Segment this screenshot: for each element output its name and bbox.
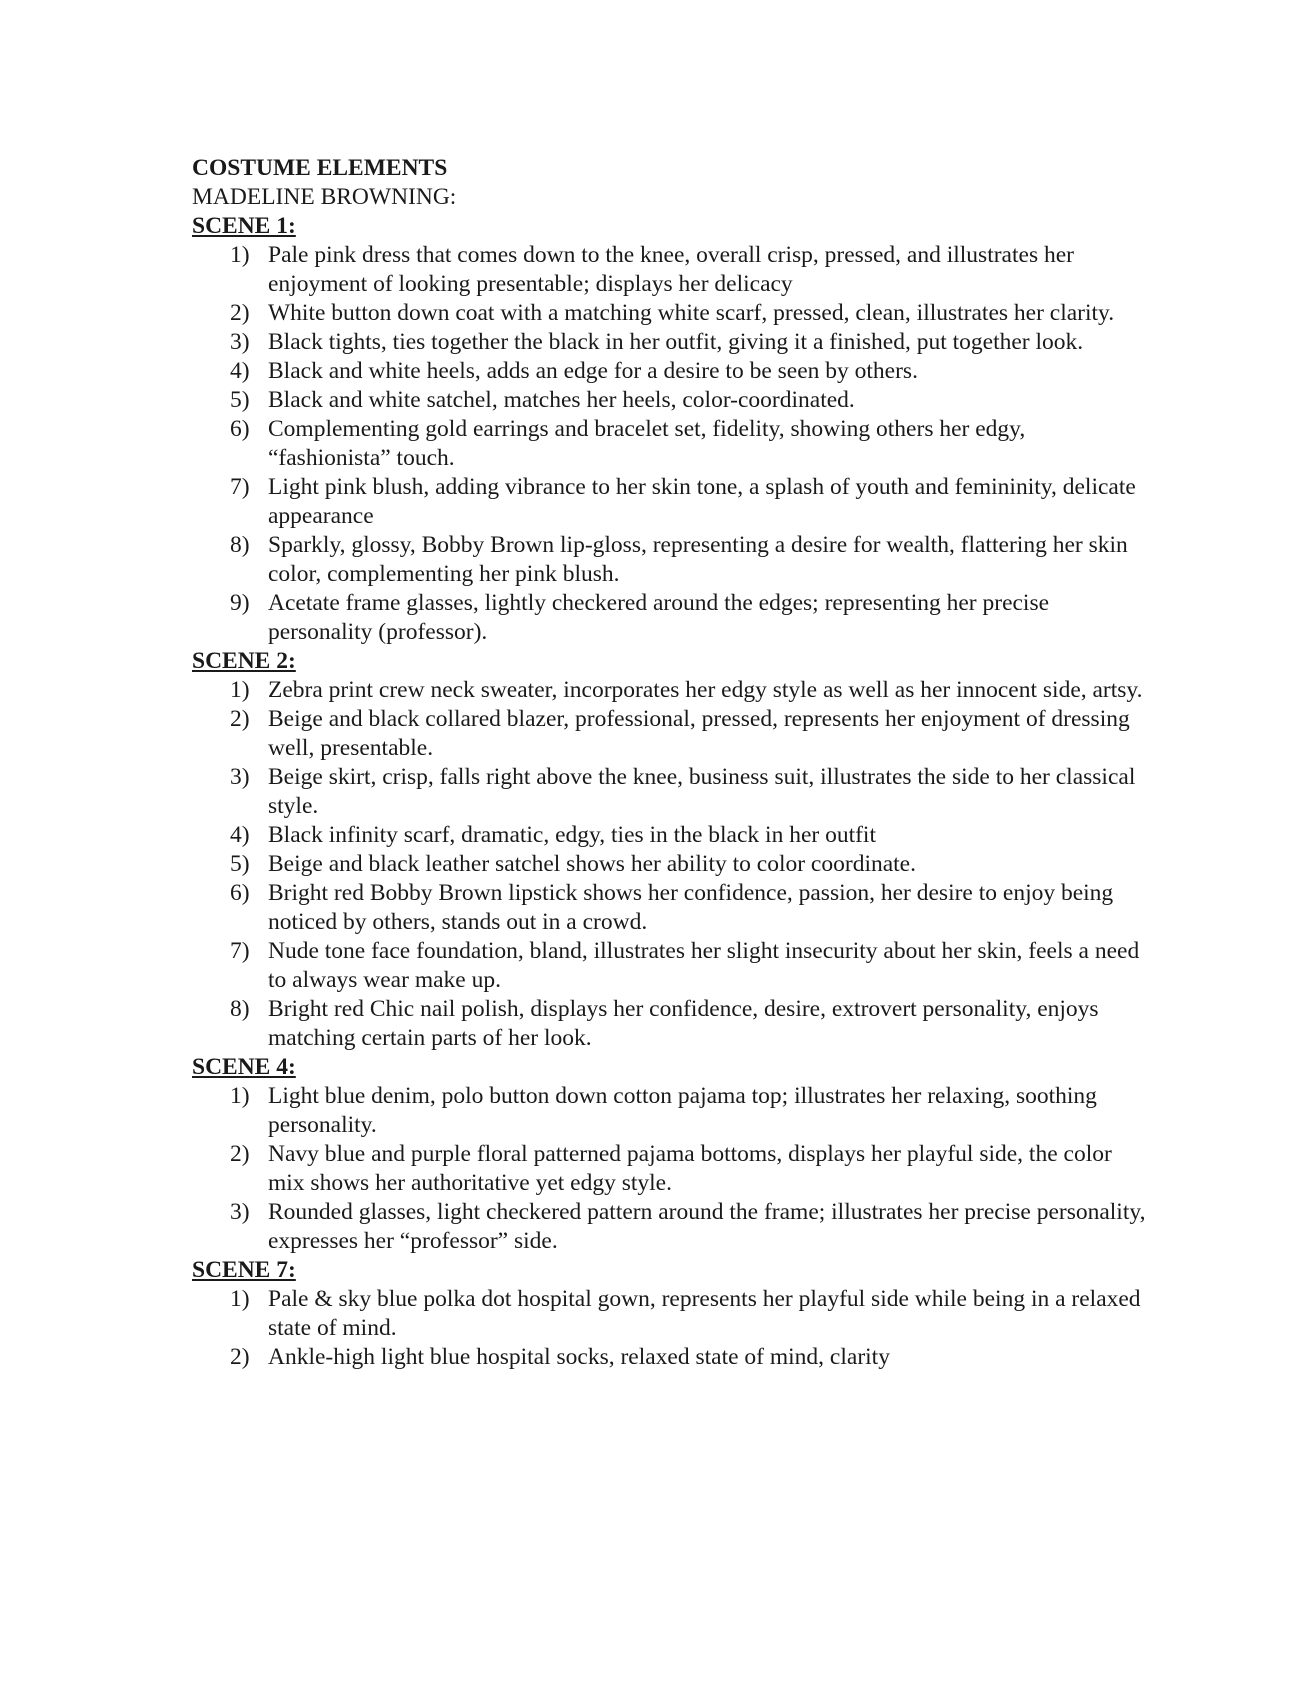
item-number: 4) — [230, 358, 250, 384]
scene-2-section — [192, 647, 1152, 1053]
item-text: Beige and black collared blazer, professional, pressed, represents her enjoyment of dressing well, presentable. — [268, 706, 1130, 761]
item-number: 7) — [230, 938, 250, 964]
scene-1-section — [192, 212, 1152, 647]
list-item — [192, 1198, 1152, 1256]
item-text: Light blue denim, polo button down cotton pajama top; illustrates her relaxing, soothing personality. — [268, 1083, 1097, 1138]
item-text: Light pink blush, adding vibrance to her skin tone, a splash of youth and femininity, delicate appearance — [268, 474, 1136, 529]
list-item — [192, 763, 1152, 821]
item-text: Pale & sky blue polka dot hospital gown, represents her playful side while being in a relaxed state of mind. — [268, 1286, 1141, 1341]
item-text: Ankle-high light blue hospital socks, relaxed state of mind, clarity — [268, 1344, 890, 1370]
item-text: Rounded glasses, light checkered pattern around the frame; illustrates her precise personality, expresses her “professor” side. — [268, 1199, 1146, 1254]
list-item — [192, 531, 1152, 589]
list-item — [192, 821, 1152, 850]
item-number: 9) — [230, 590, 250, 616]
document-page — [192, 154, 1152, 1372]
list-item — [192, 995, 1152, 1053]
item-number: 1) — [230, 677, 250, 703]
scene-heading: SCENE 2: — [192, 648, 296, 674]
document-title: COSTUME ELEMENTS — [192, 155, 448, 181]
list-item — [192, 850, 1152, 879]
list-item — [192, 879, 1152, 937]
list-item — [192, 1140, 1152, 1198]
item-number: 2) — [230, 300, 250, 326]
costume-list — [192, 1285, 1152, 1372]
item-number: 7) — [230, 474, 250, 500]
item-number: 4) — [230, 822, 250, 848]
item-text: Nude tone face foundation, bland, illustrates her slight insecurity about her skin, feels a need to always wear make up. — [268, 938, 1140, 993]
list-item — [192, 676, 1152, 705]
list-item — [192, 241, 1152, 299]
item-number: 2) — [230, 1141, 250, 1167]
item-text: Zebra print crew neck sweater, incorporates her edgy style as well as her innocent side, artsy. — [268, 677, 1143, 703]
item-number: 3) — [230, 1199, 250, 1225]
item-number: 2) — [230, 706, 250, 732]
item-text: Black and white heels, adds an edge for a desire to be seen by others. — [268, 358, 918, 384]
list-item — [192, 357, 1152, 386]
list-item — [192, 1285, 1152, 1343]
scene-heading: SCENE 4: — [192, 1054, 296, 1080]
item-text: Acetate frame glasses, lightly checkered around the edges; representing her precise personality (professor). — [268, 590, 1050, 645]
item-number: 3) — [230, 764, 250, 790]
list-item — [192, 473, 1152, 531]
list-item — [192, 415, 1152, 473]
scene-heading: SCENE 7: — [192, 1257, 296, 1283]
item-number: 3) — [230, 329, 250, 355]
list-item — [192, 589, 1152, 647]
item-text: Black tights, ties together the black in her outfit, giving it a finished, put together look. — [268, 329, 1084, 355]
character-name: MADELINE BROWNING: — [192, 184, 457, 210]
item-number: 5) — [230, 851, 250, 877]
item-number: 6) — [230, 880, 250, 906]
item-number: 1) — [230, 1083, 250, 1109]
list-item — [192, 1082, 1152, 1140]
item-number: 5) — [230, 387, 250, 413]
item-text: Complementing gold earrings and bracelet set, fidelity, showing others her edgy, “fashionista” touch. — [268, 416, 1026, 471]
list-item — [192, 386, 1152, 415]
item-number: 2) — [230, 1344, 250, 1370]
scene-heading: SCENE 1: — [192, 213, 296, 239]
list-item — [192, 937, 1152, 995]
item-text: Pale pink dress that comes down to the knee, overall crisp, pressed, and illustrates her enjoyment of looking presentable; displays her delicacy — [268, 242, 1074, 297]
item-text: Black and white satchel, matches her heels, color-coordinated. — [268, 387, 855, 413]
item-number: 1) — [230, 242, 250, 268]
item-text: Bright red Bobby Brown lipstick shows her confidence, passion, her desire to enjoy being noticed by others, stands out in a crowd. — [268, 880, 1114, 935]
item-text: Sparkly, glossy, Bobby Brown lip-gloss, representing a desire for wealth, flattering her skin color, complementing her pink blush. — [268, 532, 1128, 587]
list-item — [192, 328, 1152, 357]
item-number: 8) — [230, 532, 250, 558]
item-text: Bright red Chic nail polish, displays her confidence, desire, extrovert personality, enjoys matching certain parts of her look. — [268, 996, 1099, 1051]
item-text: Black infinity scarf, dramatic, edgy, ties in the black in her outfit — [268, 822, 876, 848]
item-number: 8) — [230, 996, 250, 1022]
item-number: 1) — [230, 1286, 250, 1312]
item-text: White button down coat with a matching white scarf, pressed, clean, illustrates her clarity. — [268, 300, 1115, 326]
costume-list — [192, 1082, 1152, 1256]
item-text: Beige skirt, crisp, falls right above the knee, business suit, illustrates the side to her classical style. — [268, 764, 1136, 819]
list-item — [192, 299, 1152, 328]
scene-7-section — [192, 1256, 1152, 1372]
list-item — [192, 1343, 1152, 1372]
costume-list — [192, 241, 1152, 647]
costume-list — [192, 676, 1152, 1053]
scene-4-section — [192, 1053, 1152, 1256]
item-text: Navy blue and purple floral patterned pajama bottoms, displays her playful side, the color mix shows her authoritative yet edgy style. — [268, 1141, 1112, 1196]
item-number: 6) — [230, 416, 250, 442]
item-text: Beige and black leather satchel shows her ability to color coordinate. — [268, 851, 916, 877]
list-item — [192, 705, 1152, 763]
